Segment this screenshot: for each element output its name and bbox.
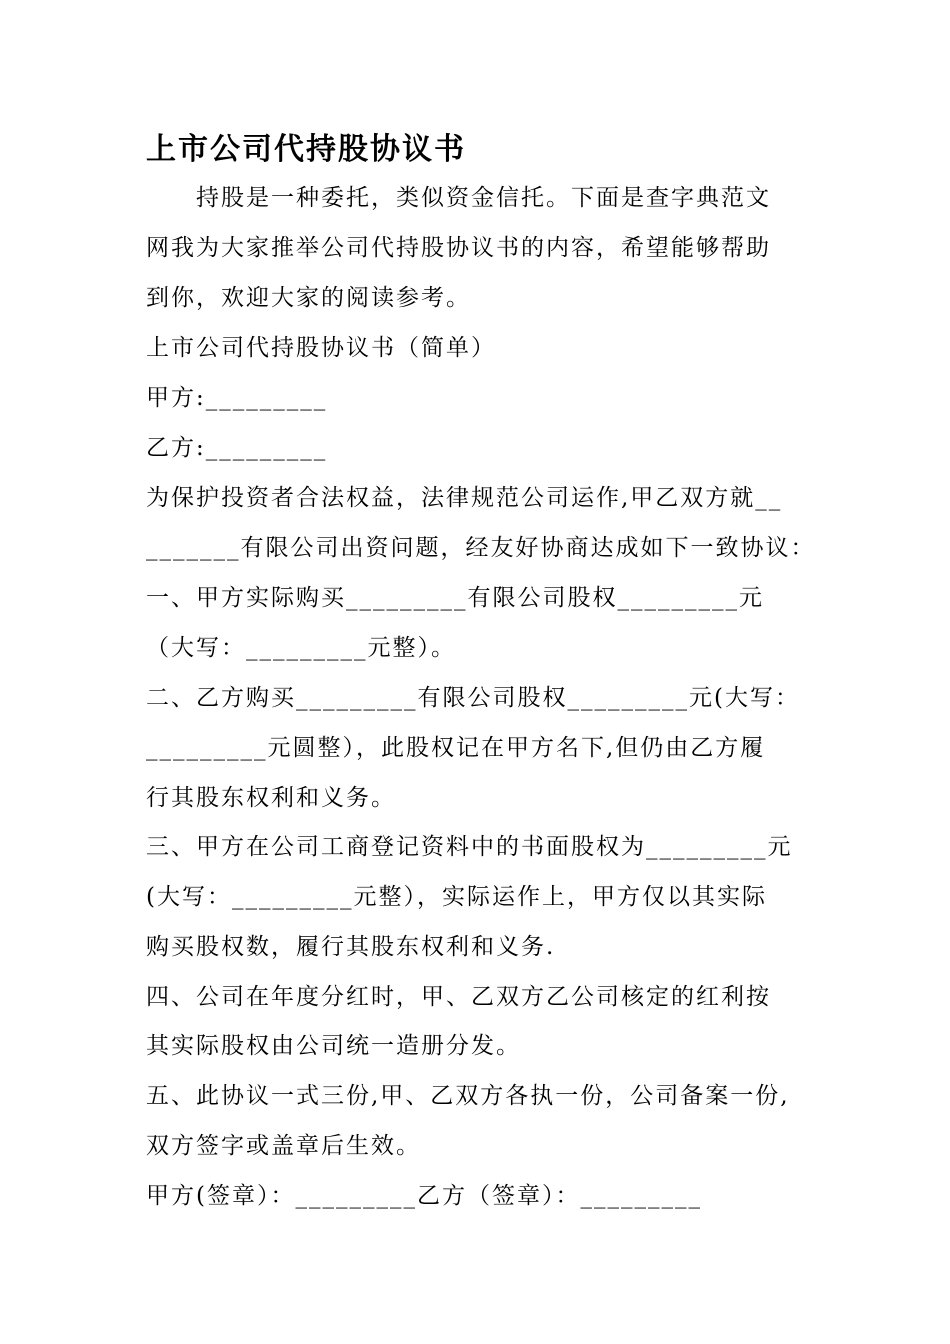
preamble-line-2: _______有限公司出资问题，经友好协商达成如下一致协议： — [146, 535, 816, 561]
clause-1-line-1: 一、甲方实际购买_________有限公司股权_________元 — [146, 585, 764, 611]
clause-4-line-1: 四、公司在年度分红时，甲、乙双方乙公司核定的红利按 — [146, 984, 771, 1010]
intro-line-3: 到你，欢迎大家的阅读参考。 — [146, 285, 471, 311]
clause-1-line-2: （大写：_________元整）。 — [146, 635, 456, 661]
party-a-field: 甲方:_________ — [146, 385, 328, 411]
subtitle: 上市公司代持股协议书（简单） — [146, 335, 496, 361]
preamble-line-1: 为保护投资者合法权益，法律规范公司运作,甲乙双方就__ — [146, 485, 783, 511]
clause-3-line-1: 三、甲方在公司工商登记资料中的书面股权为_________元 — [146, 834, 793, 860]
clause-3-line-2: (大写：_________元整），实际运作上，甲方仅以其实际 — [146, 884, 767, 910]
clause-3-line-3: 购买股权数，履行其股东权利和义务. — [146, 934, 556, 960]
document-title: 上市公司代持股协议书 — [146, 132, 466, 167]
clause-2-line-2: _________元圆整），此股权记在甲方名下,但仍由乙方履 — [146, 735, 766, 761]
signature-line: 甲方(签章）：_________乙方（签章）：_________ — [146, 1183, 702, 1209]
clause-5-line-2: 双方签字或盖章后生效。 — [146, 1133, 421, 1159]
clause-2-line-3: 行其股东权利和义务。 — [146, 785, 396, 811]
intro-line-2: 网我为大家推举公司代持股协议书的内容，希望能够帮助 — [146, 235, 771, 261]
clause-2-line-1: 二、乙方购买_________有限公司股权_________元(大写： — [146, 685, 800, 711]
party-b-field: 乙方:_________ — [146, 435, 328, 461]
intro-line-1: 持股是一种委托，类似资金信托。下面是查字典范文 — [146, 185, 771, 211]
clause-5-line-1: 五、此协议一式三份,甲、乙双方各执一份，公司备案一份, — [146, 1083, 790, 1109]
clause-4-line-2: 其实际股权由公司统一造册分发。 — [146, 1033, 521, 1059]
